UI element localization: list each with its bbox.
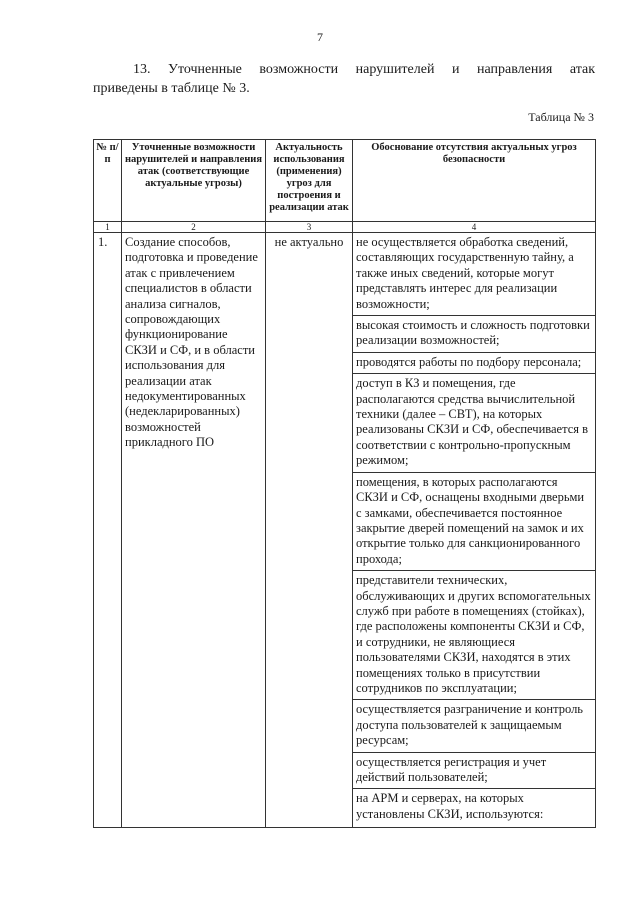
table-caption: Таблица № 3 — [528, 110, 594, 124]
column-number: 4 — [353, 222, 596, 233]
justification-item: высокая стоимость и сложность подготовки реализации возможностей; — [353, 318, 595, 353]
row-actuality: не актуально — [266, 233, 353, 828]
column-number: 2 — [122, 222, 266, 233]
intro-paragraph — [93, 60, 595, 98]
header-actuality: Актуальность использования (применения) угроз для построения и реализации атак — [266, 140, 353, 222]
row-capability: Создание способов, подготовка и проведение атак с привлечением специалистов в области анализа сигналов, сопровождающих функционирование СКЗИ и СФ, и в области использования для реализации атак недокументированных (недекларированных) возможностей прикладного ПО — [122, 233, 266, 828]
justification-item: осуществляется разграничение и контроль доступа пользователей к защищаемым ресурсам; — [353, 702, 595, 752]
column-number: 1 — [94, 222, 122, 233]
justification-item: доступ в КЗ и помещения, где располагаются средства вычислительной техники (далее – СВТ), на которых реализованы СКЗИ и СФ, обеспечивается в соответствии с контрольно-пропускным режимом; — [353, 376, 595, 472]
intro-word: 13. — [133, 62, 151, 77]
intro-line-1 — [93, 60, 595, 79]
intro-word: и — [452, 62, 460, 77]
page-number: 7 — [317, 30, 323, 44]
header-capabilities: Уточненные возможности нарушителей и направления атак (соответствующие актуальные угрозы) — [122, 140, 266, 222]
justification-item: не осуществляется обработка сведений, составляющих государственную тайну, а также иных сведений, которые могут представлять интерес для реализации возможности; — [353, 235, 595, 316]
table-header-row — [94, 140, 596, 222]
justification-item: на АРМ и серверах, на которых установлены СКЗИ, используются: — [356, 791, 544, 821]
header-justification: Обоснование отсутствия актуальных угроз безопасности — [353, 140, 596, 222]
intro-word: возможности — [259, 62, 339, 77]
justification-item: осуществляется регистрация и учет действий пользователей; — [353, 755, 595, 790]
intro-word: Уточненные — [168, 62, 242, 77]
table-row — [94, 233, 596, 828]
threats-table — [93, 139, 596, 828]
header-number: № п/п — [94, 140, 122, 222]
row-justifications — [353, 233, 596, 828]
justification-item: представители технических, обслуживающих и других вспомогательных служб при работе в помещениях (стойках), где расположены компоненты СКЗИ и СФ, и сотрудники, не являющиеся пользователями СКЗИ, находятся в этих помещениях только в присутствии сотрудников по эксплуатации; — [353, 573, 595, 700]
column-number: 3 — [266, 222, 353, 233]
row-number: 1. — [94, 233, 122, 828]
column-numbers-row — [94, 222, 596, 233]
justification-item: помещения, в которых располагаются СКЗИ и СФ, оснащены входными дверьми с замками, обеспечивается постоянное закрытие дверей помещений на замок и их открытие только для санкционированного прохода; — [353, 475, 595, 571]
intro-word: направления — [477, 62, 553, 77]
intro-line-2: приведены в таблице № 3. — [93, 81, 250, 96]
intro-word: нарушителей — [355, 62, 435, 77]
justification-item: проводятся работы по подбору персонала; — [353, 355, 595, 374]
intro-word: атак — [569, 62, 595, 77]
